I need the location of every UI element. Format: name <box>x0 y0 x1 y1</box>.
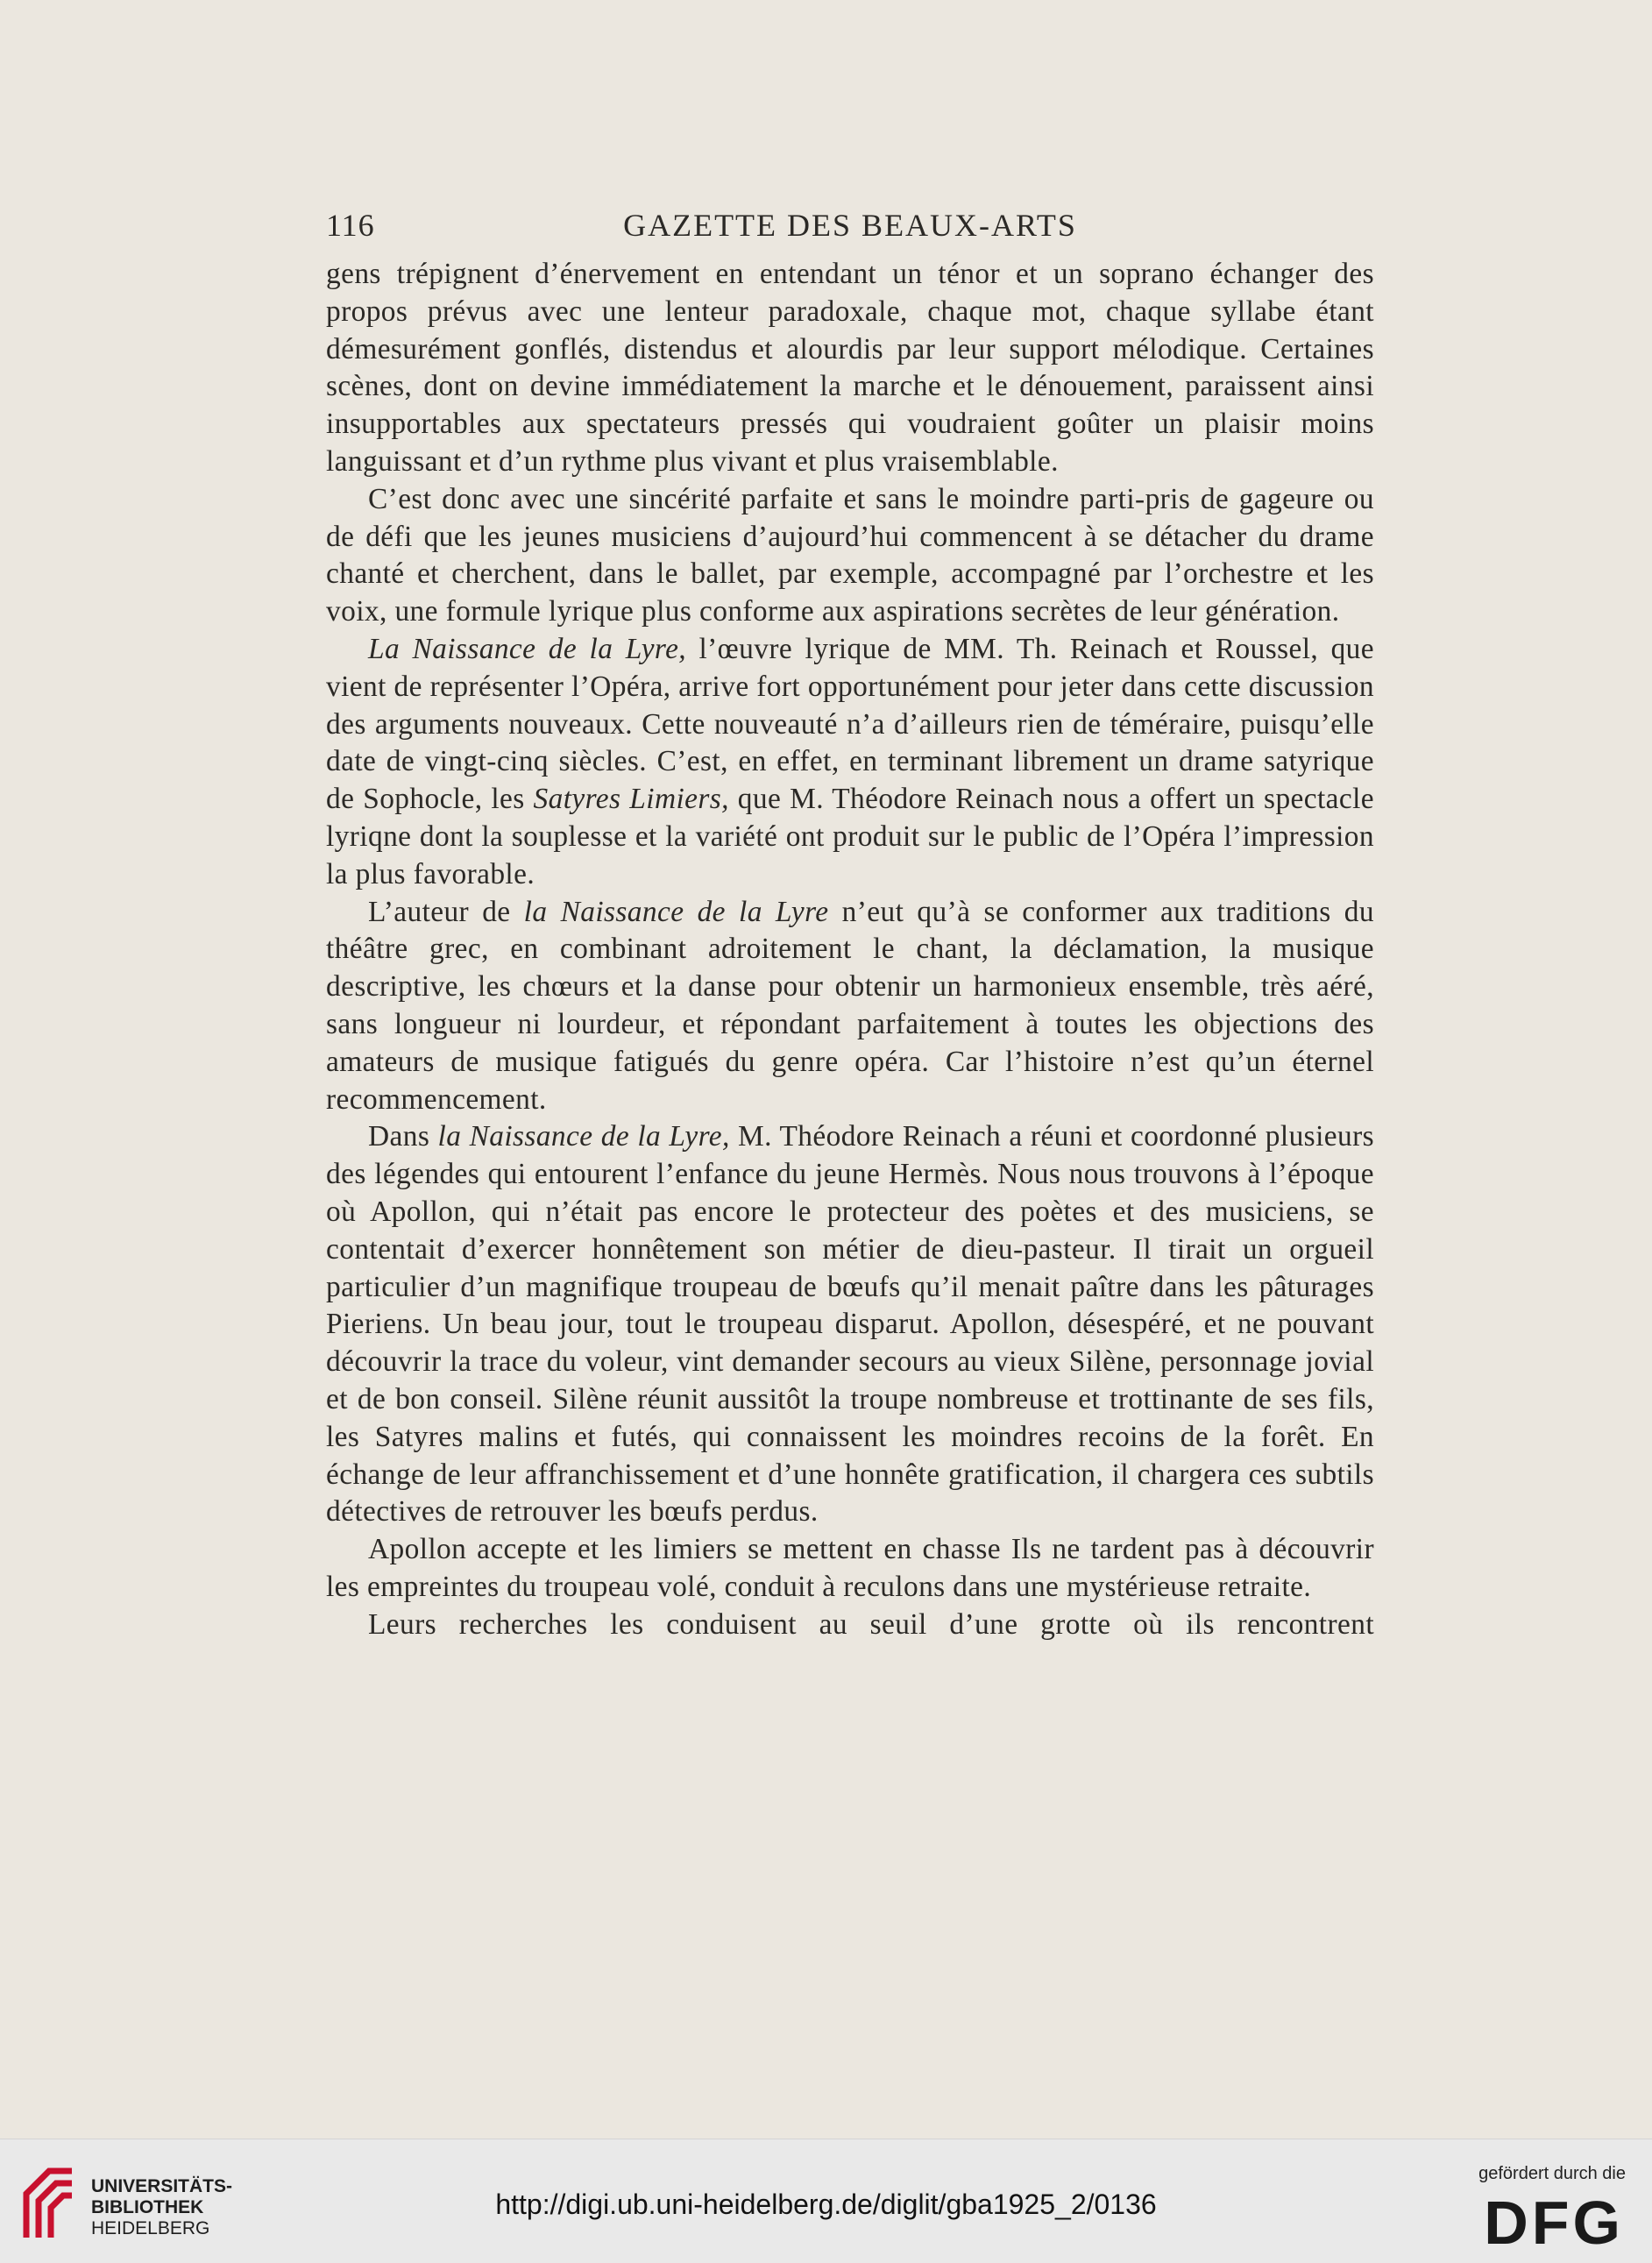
paragraph <box>326 1118 1374 1531</box>
text-run: Apollon accepte et les limiers se mettent en chasse Ils ne tardent pas à découvrir les empreintes du troupeau volé, conduit à reculons dans une mystérieuse retraite. <box>326 1533 1374 1603</box>
paragraph <box>326 894 1374 1119</box>
page-number: 116 <box>326 208 375 243</box>
library-name-line3: HEIDELBERG <box>91 2218 210 2238</box>
paragraph <box>326 1531 1374 1607</box>
library-name-line1: UNIVERSITÄTS- <box>91 2176 233 2196</box>
text-run: L’auteur de <box>368 895 524 928</box>
text-run: C’est donc avec une sincérité parfaite et sans le moindre parti-pris de gageure ou de défi que les jeunes musiciens d’aujourd’hui commencent à se détacher du drame chanté et cherchent, dans le ballet, par exemple, accompagné par l’orchestre et les voix, une formule lyrique plus conforme aux aspirations secrètes de leur génération. <box>326 482 1374 628</box>
paragraph <box>326 631 1374 894</box>
italic-title: Satyres Limiers, <box>533 783 729 816</box>
sponsor-label: gefördert durch die <box>1478 2164 1626 2183</box>
permalink-url[interactable]: http://digi.ub.uni-heidelberg.de/diglit/gba1925_2/0136 <box>495 2189 1157 2220</box>
running-title: GAZETTE DES BEAUX-ARTS <box>623 208 1077 243</box>
text-run: l’œuvre lyrique de MM. Th. Reinach et Roussel, que vient de représenter l’Opéra, arrive fort opportunément pour jeter dans cette discussion des arguments nouveaux. Cette nouveauté n’a d’ailleurs rien de téméraire, puisqu’elle date de vingt-cinq siècles. C’est, en effet, en terminant librement un drame satyrique de Sophocle, les <box>326 632 1375 816</box>
paragraph <box>326 481 1374 631</box>
text-run: que M. Théodore Reinach nous a offert un spectacle lyriqne dont la souplesse et la variété ont produit sur le public de l’Opéra l’impression la plus favorable. <box>326 783 1374 890</box>
text-run: n’eut qu’à se conformer aux traditions du théâtre grec, en combinant adroitement le chant, la déclamation, la musique descriptive, les chœurs et la danse pour obtenir un harmonieux ensemble, très aéré, sans longueur ni lourdeur, et répondant parfaitement à toutes les objections des amateurs de musique fatigués du genre opéra. Car l’histoire n’est qu’un éternel recommencement. <box>326 895 1374 1116</box>
text-run: gens trépignent d’énervement en entendant un ténor et un soprano échanger des propos prévus avec une lenteur paradoxale, chaque mot, chaque syllabe étant démesurément gonflés, distendus et alourdis par leur support mélodique. Certaines scènes, dont on devine immédiatement la marche et le dénouement, paraissent ainsi insupportables aux spectateurs pressés qui voudraient goûter un plaisir moins languissant et d’un rythme plus vivant et plus vraisemblable. <box>326 258 1374 478</box>
body-text <box>326 256 1374 1643</box>
paragraph <box>326 1607 1374 1644</box>
dfg-logo: DFG <box>1484 2189 1624 2257</box>
library-name-line2: BIBLIOTHEK <box>91 2197 204 2217</box>
footer-bar <box>0 2139 1652 2263</box>
page-header <box>326 207 1374 251</box>
italic-title: La Naissance de la Lyre, <box>368 632 687 665</box>
italic-title: la Naissance de la Lyre, <box>437 1120 730 1153</box>
paragraph <box>326 256 1374 481</box>
text-run: Leurs recherches les conduisent au seuil d’une grotte où ils rencontrent <box>368 1607 1374 1641</box>
text-run: M. Théodore Reinach a réuni et coordonné plusieurs des légendes qui entourent l’enfance du jeune Hermès. Nous nous trouvons à l’époque où Apollon, qui n’était pas encore le protecteur des poètes et des musiciens, se contentait d’exercer honnêtement son métier de dieu-pasteur. Il tirait un orgueil particulier d’un magnifique troupeau de bœufs qu’il menait paître dans les pâturages Pieriens. Un beau jour, tout le troupeau disparut. Apollon, désespéré, et ne pouvant découvrir la trace du voleur, vint demander secours au vieux Silène, personnage jovial et de bon conseil. Silène réunit aussitôt la troupe nombreuse et trottinante de ses fils, les Satyres malins et futés, qui connaissent les moindres recoins de la forêt. En échange de leur affranchissement et d’une honnête gratification, il chargera ces subtils détectives de retrouver les bœufs perdus. <box>326 1120 1374 1529</box>
text-run: Dans <box>368 1120 438 1153</box>
italic-title: la Naissance de la Lyre <box>523 895 829 928</box>
